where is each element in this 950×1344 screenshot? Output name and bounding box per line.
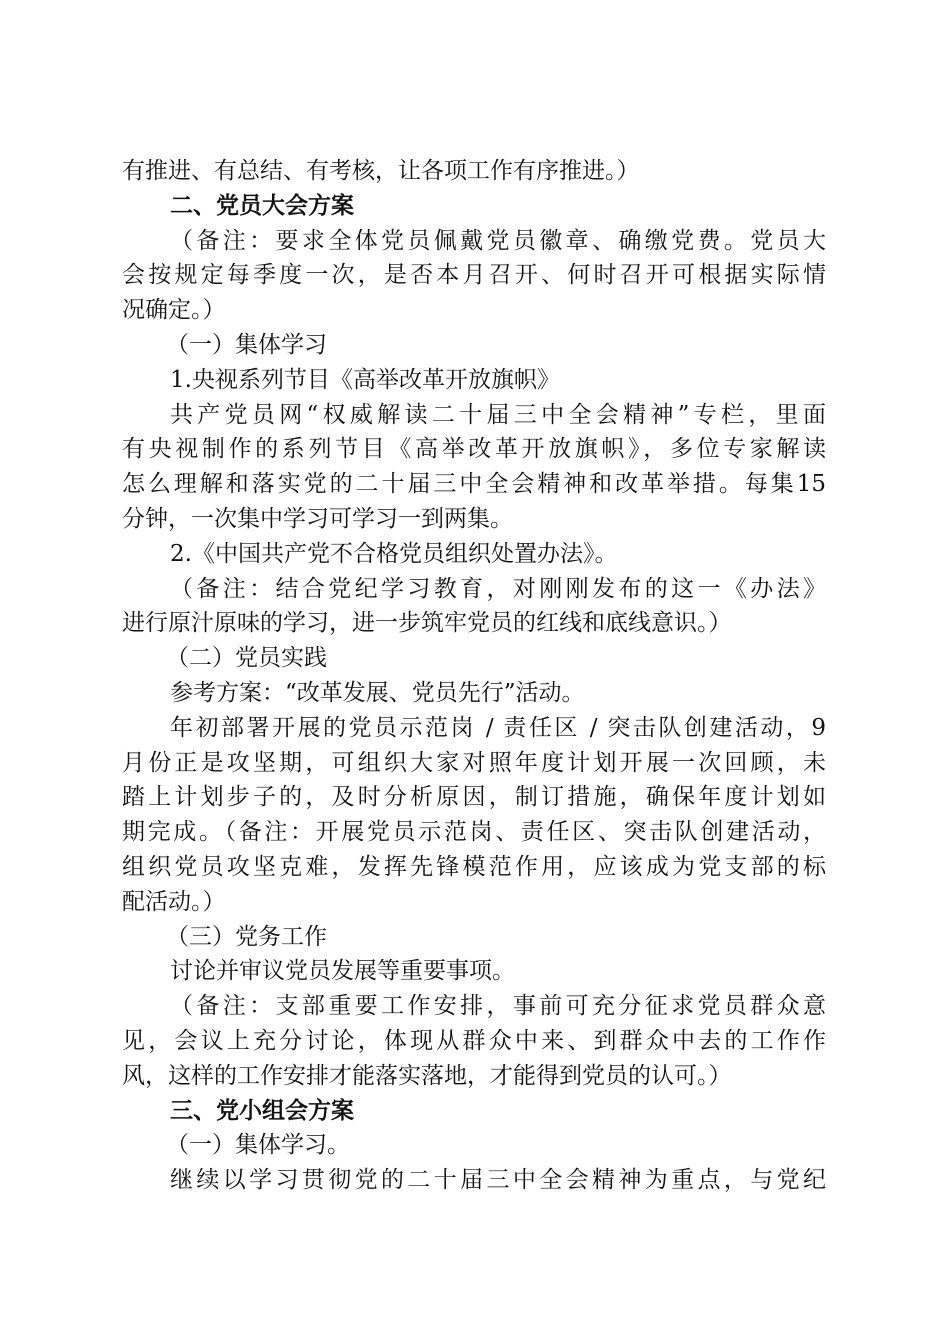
text-line: 期完成。（备注：开展党员示范岗、责任区、突击队创建活动， (122, 819, 826, 846)
text-line: 有央视制作的系列节目《高举改革开放旗帜》，多位专家解读 (122, 436, 826, 463)
text-line: 年初部署开展的党员示范岗 / 责任区 / 突击队创建活动，9 (170, 714, 826, 741)
text-line: 讨论并审议党员发展等重要事项。 (170, 958, 515, 985)
text-line: 2.《中国共产党不合格党员组织处置办法》。 (170, 540, 618, 567)
section-heading: 三、党小组会方案 (170, 1097, 354, 1124)
text-line: 况确定。） (122, 297, 226, 324)
text-line: 共产党员网“权威解读二十届三中全会精神”专栏，里面 (170, 401, 826, 428)
text-line: 配活动。） (122, 888, 226, 915)
text-line: 继续以学习贯彻党的二十届三中全会精神为重点，与党纪 (170, 1167, 826, 1194)
subsection-heading: （二）党员实践 (166, 645, 327, 672)
text-line: 月份正是攻坚期，可组织大家对照年度计划开展一次回顾，未 (122, 749, 826, 776)
text-line: 分钟，一次集中学习可学习一到两集。 (122, 505, 513, 532)
text-line: （备注：要求全体党员佩戴党员徽章、确缴党费。党员大 (170, 227, 826, 254)
text-line: 踏上计划步子的，及时分析原因，制订措施，确保年度计划如 (122, 784, 826, 811)
section-heading: 二、党员大会方案 (170, 192, 354, 219)
text-line: 有推进、有总结、有考核，让各项工作有序推进。） (122, 158, 640, 184)
text-line: （备注：结合党纪学习教育，对刚刚发布的这一《办法》 (170, 575, 826, 602)
text-line: 会按规定每季度一次，是否本月召开、何时召开可根据实际情 (122, 262, 826, 289)
text-line: 怎么理解和落实党的二十届三中全会精神和改革举措。每集15 (122, 471, 826, 498)
text-line: 进行原汁原味的学习，进一步筑牢党员的红线和底线意识。） (122, 610, 732, 637)
text-line: 风，这样的工作安排才能落实落地，才能得到党员的认可。） (122, 1062, 732, 1089)
text-line: 1.央视系列节目《高举改革开放旗帜》 (170, 366, 560, 393)
text-line: 组织党员攻坚克难，发挥先锋模范作用，应该成为党支部的标 (122, 853, 826, 880)
subsection-heading: （三）党务工作 (166, 923, 327, 950)
subsection-heading: （一）集体学习 (166, 331, 327, 358)
text-line: 见，会议上充分讨论，体现从群众中来、到群众中去的工作作 (122, 1027, 826, 1054)
document-page (122, 154, 826, 1198)
text-line: 参考方案：“改革发展、党员先行”活动。 (170, 679, 585, 706)
subsection-heading: （一）集体学习。 (166, 1132, 350, 1159)
text-line: （备注：支部重要工作安排，事前可充分征求党员群众意 (170, 993, 826, 1020)
